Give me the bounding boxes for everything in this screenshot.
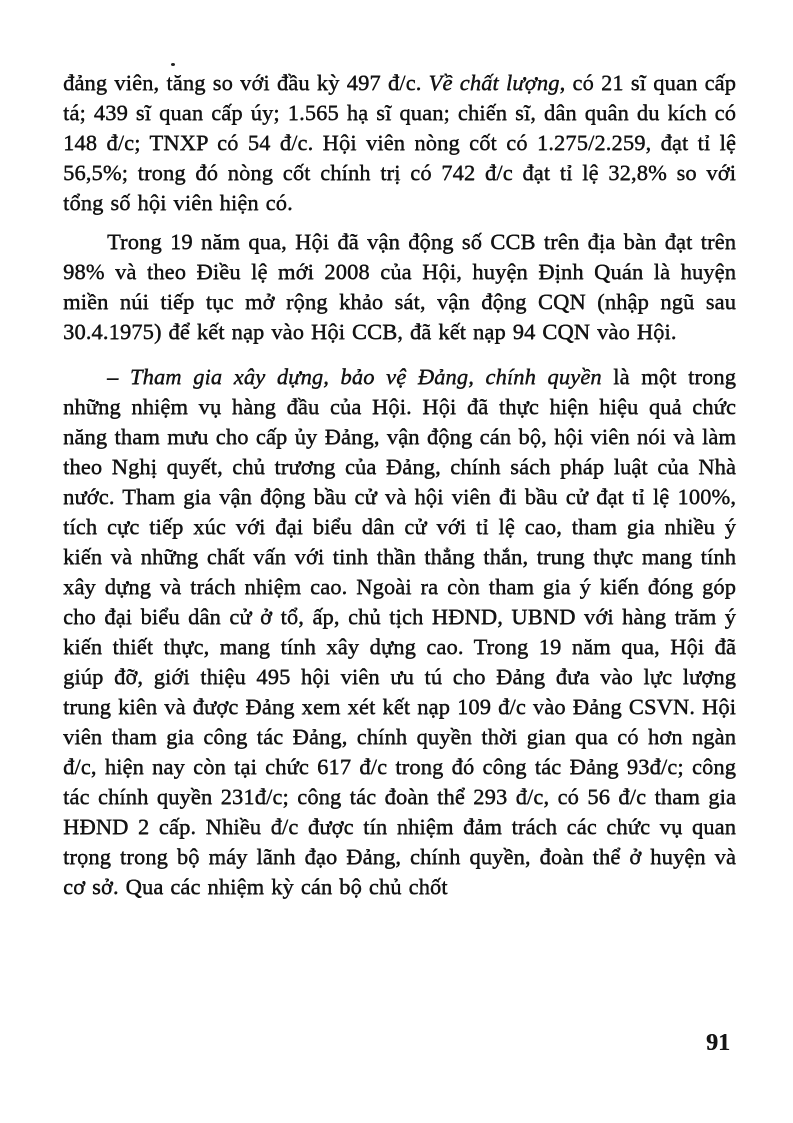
paragraph bbox=[63, 362, 736, 902]
paragraph bbox=[63, 68, 736, 218]
paragraph bbox=[63, 227, 736, 347]
text-segment: đảng viên, tăng so với đầu kỳ 497 đ/c. bbox=[63, 70, 429, 95]
text-segment: là một trong những nhiệm vụ hàng đầu của Hội. Hội đã thực hiện hiệu quả chức năng tham mưu cho cấp ủy Đảng, vận động cán bộ, hội viên nói và làm theo Nghị quyết, chủ trương của Đảng, chính sách pháp luật của Nhà nước. Tham gia vận động bầu cử và hội viên đi bầu cử đạt tỉ lệ 100%, tích cực tiếp xúc với đại biểu dân cử với tỉ lệ cao, tham gia nhiều ý kiến và những chất vấn với tinh thần thẳng thắn, trung thực mang tính xây dựng và trách nhiệm cao. Ngoài ra còn tham gia ý kiến đóng góp cho đại biểu dân cử ở tổ, ấp, chủ tịch HĐND, UBND với hàng trăm ý kiến thiết thực, mang tính xây dựng cao. Trong 19 năm qua, Hội đã giúp đỡ, giới thiệu 495 hội viên ưu tú cho Đảng đưa vào lực lượng trung kiên và được Đảng xem xét kết nạp 109 đ/c vào Đảng CSVN. Hội viên tham gia công tác Đảng, chính quyền thời gian qua có hơn ngàn đ/c, hiện nay còn tại chức 617 đ/c trong đó công tác Đảng 93đ/c; công tác chính quyền 231đ/c; công tác đoàn thể 293 đ/c, có 56 đ/c tham gia HĐND 2 cấp. Nhiều đ/c được tín nhiệm đảm trách các chức vụ quan trọng trong bộ máy lãnh đạo Đảng, chính quyền, đoàn thể ở huyện và cơ sở. Qua các nhiệm kỳ cán bộ chủ chốt bbox=[63, 364, 736, 899]
text-block bbox=[63, 68, 736, 902]
italic-text-segment: Tham gia xây dựng, bảo vệ Đảng, chính quyền bbox=[129, 364, 602, 389]
text-segment: – bbox=[107, 364, 130, 389]
page-number: 91 bbox=[706, 1030, 730, 1056]
scan-artifact-dot bbox=[171, 63, 175, 66]
italic-text-segment: Về chất lượng bbox=[428, 70, 560, 95]
text-segment: Trong 19 năm qua, Hội đã vận động số CCB trên địa bàn đạt trên 98% và theo Điều lệ mới 2008 của Hội, huyện Định Quán là huyện miền núi tiếp tục mở rộng khảo sát, vận động CQN (nhập ngũ sau 30.4.1975) để kết nạp vào Hội CCB, đã kết nạp 94 CQN vào Hội. bbox=[63, 229, 736, 344]
text-segment: , có 21 sĩ quan cấp tá; 439 sĩ quan cấp úy; 1.565 hạ sĩ quan; chiến sĩ, dân quân du kích có 148 đ/c; TNXP có 54 đ/c. Hội viên nòng cốt có 1.275/2.259, đạt tỉ lệ 56,5%; trong đó nòng cốt chính trị có 742 đ/c đạt tỉ lệ 32,8% so với tổng số hội viên hiện có. bbox=[63, 70, 736, 215]
